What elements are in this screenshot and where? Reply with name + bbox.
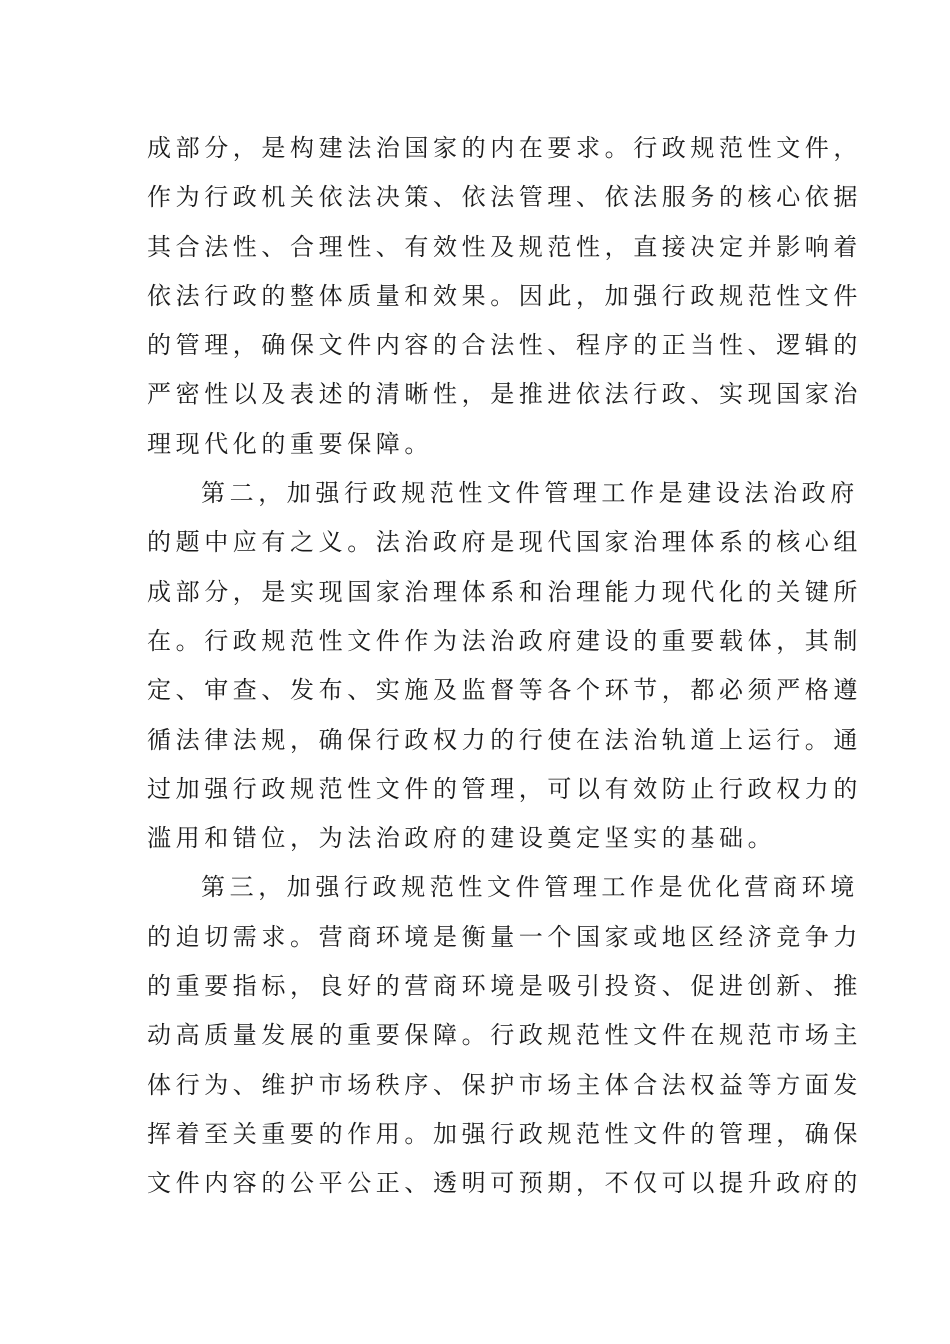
text-line: 定、审查、发布、实施及监督等各个环节，都必须严格遵 [147, 676, 862, 705]
text-line: 动高质量发展的重要保障。行政规范性文件在规范市场主 [147, 1021, 862, 1050]
document-body [147, 124, 862, 1209]
text-line: 滥用和错位，为法治政府的建设奠定坚实的基础。 [147, 824, 777, 853]
text-line: 文件内容的公平公正、透明可预期，不仅可以提升政府的 [147, 1169, 862, 1198]
text-line: 过加强行政规范性文件的管理，可以有效防止行政权力的 [147, 774, 862, 803]
text-line: 的重要指标，良好的营商环境是吸引投资、促进创新、推 [147, 972, 862, 1001]
text-line: 成部分，是构建法治国家的内在要求。行政规范性文件， [147, 134, 862, 162]
text-line: 在。行政规范性文件作为法治政府建设的重要载体，其制 [147, 626, 862, 655]
text-line: 理现代化的重要保障。 [147, 429, 433, 458]
text-line: 挥着至关重要的作用。加强行政规范性文件的管理，确保 [147, 1119, 862, 1148]
text-line: 其合法性、合理性、有效性及规范性，直接决定并影响着 [147, 232, 862, 261]
paragraph-first-line: 第二，加强行政规范性文件管理工作是建设法治政府 [201, 479, 859, 508]
paragraph-first-line: 第三，加强行政规范性文件管理工作是优化营商环境 [201, 873, 859, 902]
text-line: 体行为、维护市场秩序、保护市场主体合法权益等方面发 [147, 1070, 862, 1099]
text-line: 循法律法规，确保行政权力的行使在法治轨道上运行。通 [147, 725, 862, 754]
text-line: 严密性以及表述的清晰性，是推进依法行政、实现国家治 [147, 380, 862, 409]
text-line: 作为行政机关依法决策、依法管理、依法服务的核心依据 [147, 183, 862, 212]
text-line: 的管理，确保文件内容的合法性、程序的正当性、逻辑的 [147, 331, 862, 360]
text-line: 的题中应有之义。法治政府是现代国家治理体系的核心组 [147, 528, 862, 557]
text-line: 依法行政的整体质量和效果。因此，加强行政规范性文件 [147, 281, 862, 310]
text-line: 成部分，是实现国家治理体系和治理能力现代化的关键所 [147, 577, 862, 606]
text-line: 的迫切需求。营商环境是衡量一个国家或地区经济竞争力 [147, 922, 862, 951]
